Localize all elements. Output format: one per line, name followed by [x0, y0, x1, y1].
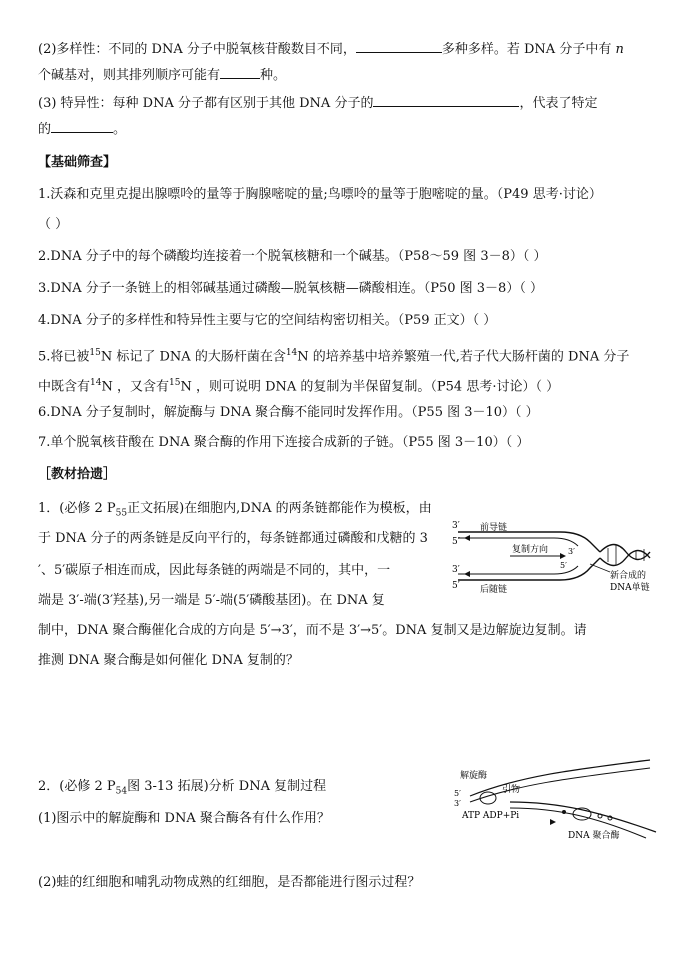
lower-template-strand: [458, 558, 600, 580]
specificity-blank-2[interactable]: [51, 120, 113, 133]
fig1-label-3p-bottom: 3′: [452, 565, 460, 575]
diversity-blank-1[interactable]: [356, 40, 442, 53]
diversity-blank-2[interactable]: [220, 66, 260, 79]
new-strand-pointer: [590, 564, 610, 572]
question-1-paren[interactable]: （ ）: [38, 217, 69, 232]
specificity-text-b: ，代表了特定: [519, 96, 598, 111]
p2-sub: 54: [115, 786, 128, 797]
fig1-label-3p-top: 3′: [452, 521, 460, 531]
q5-text-c: N 的培养基中培养繁殖一代,若子代大肠杆菌的 DNA 分子: [297, 349, 630, 365]
replication-fork-figure: [450, 512, 660, 602]
p2-text-1: 2．(必修 2 P: [38, 779, 116, 794]
textbook-heading: ［教材拾遗］: [38, 467, 117, 482]
basic-check-heading: 【基础筛查】: [38, 155, 117, 170]
nucleotide-1: [562, 810, 566, 814]
specificity-text-a: (3) 特异性：每种 DNA 分子都有区别于其他 DNA 分子的: [38, 96, 374, 111]
polymerase-label: DNA 聚合酶: [568, 831, 620, 841]
p1-line-5: 制中，DNA 聚合酶催化合成的方向是 5′→3′，而不是 3′→5′。DNA 复制又是边解旋边复制。请: [38, 623, 587, 638]
fig1-label-5p-top: 5′: [452, 537, 460, 547]
diversity-line-2: [38, 66, 286, 85]
p2-question-2: (2)蛙的红细胞和哺乳动物成熟的红细胞，是否都能进行图示过程？: [38, 875, 421, 890]
q5-text-a: 5.将已被: [38, 349, 90, 365]
q5-text-e: N ，又含有: [101, 379, 169, 395]
leading-arrow: [464, 535, 470, 541]
p2-text-1b: 图 3-13 拓展)分析 DNA 复制过程: [127, 779, 327, 794]
new-strand-label-2: DNA单链: [610, 583, 650, 593]
p1-line-2: 于 DNA 分子的两条链是反向平行的，每条链都通过磷酸和戊糖的 3: [38, 531, 428, 546]
diversity-text-a: (2)多样性：不同的 DNA 分子中脱氧核苷酸数目不同，: [38, 42, 356, 57]
template-strand-curve: [470, 760, 650, 796]
p1-text-1: 1．(必修 2 P: [38, 501, 116, 516]
fig1-label-5p-bottom: 5′: [452, 581, 460, 591]
p1-sub: 55: [115, 508, 128, 519]
p1-line-1: [38, 500, 432, 523]
helicase-polymerase-figure: [450, 756, 660, 846]
question-1: 1.沃森和克里克提出腺嘌呤的量等于胸腺嘧啶的量;鸟嘌呤的量等于胞嘧啶的量。（P49 思考·讨论）: [38, 187, 602, 202]
new-strand-label-1: 新合成的: [610, 571, 647, 581]
question-7: 7.单个脱氧核苷酸在 DNA 聚合酶的作用下连接合成新的子链。（P55 图 3－10）（ ）: [38, 435, 530, 450]
polymerase-arrow-head: [550, 819, 556, 825]
diversity-text-c: 个碱基对，则其排列顺序可能有: [38, 68, 221, 83]
fig1-label-5p-mid: 5′: [560, 561, 567, 570]
diversity-text-b: 多种多样。若 DNA 分子中有: [441, 42, 612, 57]
q5-sup-4: 15: [168, 378, 181, 388]
template-strand-curve-b: [470, 768, 650, 802]
direction-arrow-head: [560, 553, 566, 559]
primer-label: 引物: [502, 785, 521, 795]
replication-direction-label: 复制方向: [512, 545, 549, 555]
specificity-text-c: 的: [38, 122, 52, 137]
p2-line-1: [38, 778, 326, 801]
question-2: 2.DNA 分子中的每个磷酸均连接着一个脱氧核糖和一个碱基。（P58～59 图 3－8）（ ）: [38, 249, 547, 264]
specificity-blank-1[interactable]: [373, 94, 519, 107]
lagging-strand-label: 后随链: [480, 585, 508, 595]
specificity-line-2: [38, 120, 126, 139]
question-6: 6.DNA 分子复制时，解旋酶与 DNA 聚合酶不能同时发挥作用。（P55 图 3－10）（ ）: [38, 405, 539, 420]
p1-line-4: 端是 3′-端(3′羟基),另一端是 5′-端(5′磷酸基团)。在 DNA 复: [38, 593, 385, 608]
q5-text-b: N 标记了 DNA 的大肠杆菌在含: [100, 349, 286, 365]
p2-question-1: (1)图示中的解旋酶和 DNA 聚合酶各有什么作用？: [38, 811, 330, 826]
fig2-label-3p: 3′: [454, 799, 461, 808]
leading-strand-label: 前导链: [480, 523, 508, 533]
diversity-line-1: [38, 40, 624, 59]
q5-sup-3: 14: [90, 378, 102, 388]
q5-text-f: N ，则可说明 DNA 的复制为半保留复制。（P54 思考·讨论）（ ）: [180, 379, 560, 395]
question-5-line-1: [38, 344, 629, 366]
question-5-line-2: [38, 374, 559, 396]
p1-line-6: 推测 DNA 聚合酶是如何催化 DNA 复制的？: [38, 653, 299, 668]
question-4: 4.DNA 分子的多样性和特异性主要与它的空间结构密切相关。（P59 正文）（ ）: [38, 313, 497, 328]
q5-sup-2: 14: [285, 348, 298, 358]
fig2-label-5p: 5′: [454, 789, 461, 798]
diversity-n: n: [615, 42, 624, 57]
question-3: 3.DNA 分子一条链上的相邻碱基通过磷酸—脱氧核糖—磷酸相连。（P50 图 3－8）（ ）: [38, 281, 543, 296]
diversity-text-d: 种。: [260, 68, 287, 83]
q5-text-d: 中既含有: [38, 379, 91, 395]
q5-sup-1: 15: [89, 348, 101, 358]
atp-label: ATP ADP+Pi: [462, 811, 520, 821]
p1-line-3: ′、5′碳原子相连而成，因此每条链的两端是不同的，其中，一: [38, 563, 391, 578]
p1-text-1b: 正文拓展)在细胞内,DNA 的两条链都能作为模板，由: [127, 501, 432, 516]
fig1-label-3p-mid: 3′: [568, 547, 575, 556]
lagging-arrow: [464, 571, 470, 577]
specificity-text-d: 。: [113, 122, 127, 137]
helicase-label: 解旋酶: [460, 771, 488, 781]
specificity-line-1: [38, 94, 597, 113]
